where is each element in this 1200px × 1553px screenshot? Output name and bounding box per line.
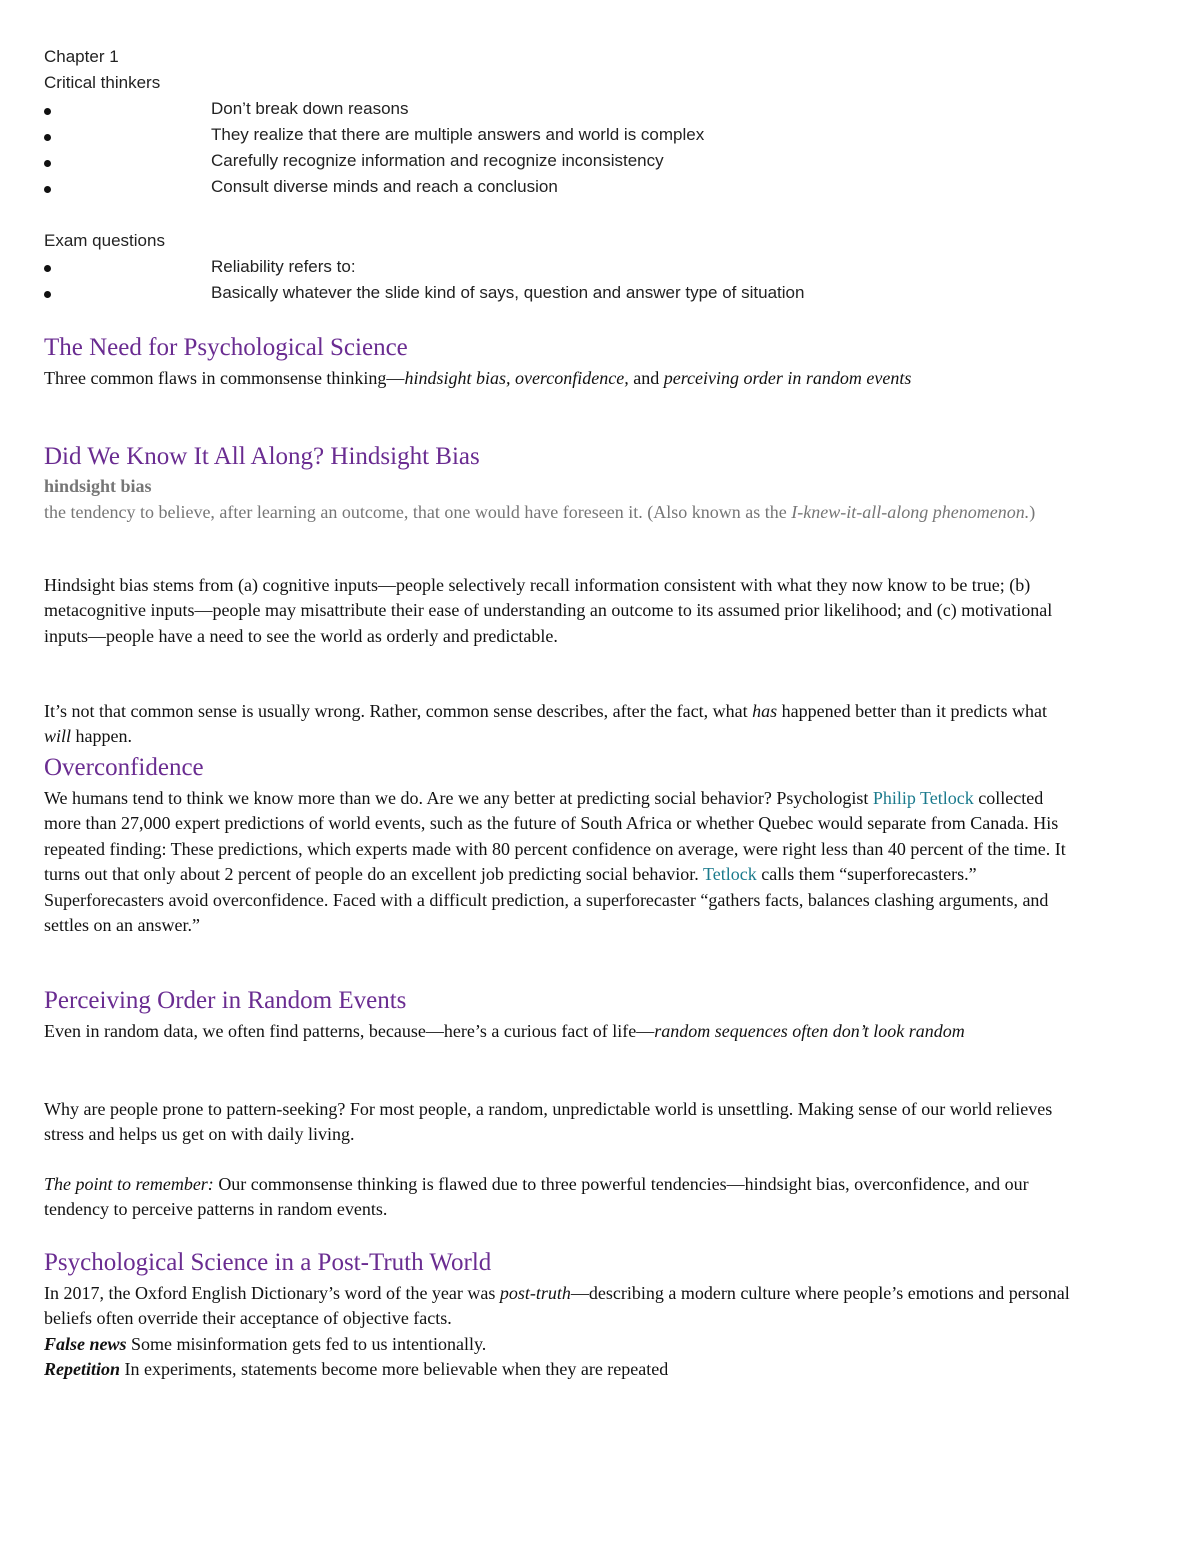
paragraph: Three common flaws in commonsense thinking—hindsight bias, overconfidence, and perceiving order in random events (44, 368, 912, 388)
section-heading-overconfidence: Overconfidence (44, 754, 204, 781)
exam-questions-label: Exam questions (44, 231, 165, 250)
list-item: Don’t break down reasons (211, 99, 409, 118)
paragraph: Hindsight bias stems from (a) cognitive inputs—people selectively recall information consistent with what they now know to be true; (b) metacognitive inputs—people may misattribute their ease of understanding an outcome to its assumed prior likelihood; and (c) motivational inputs—people have a need to see the world as orderly and predictable. (44, 575, 1053, 646)
list-item: Reliability refers to: (211, 257, 356, 276)
paragraph: The point to remember: Our commonsense thinking is flawed due to three powerful tendencies—hindsight bias, overconfidence, and our tendency to perceive patterns in random events. (44, 1174, 1029, 1220)
section-heading-need: The Need for Psychological Science (44, 334, 408, 361)
section-heading-random-events: Perceiving Order in Random Events (44, 987, 407, 1014)
section-heading-hindsight: Did We Know It All Along? Hindsight Bias (44, 443, 480, 470)
bullet-icon (44, 108, 51, 115)
paragraph-false-news: False news Some misinformation gets fed to us intentionally. (44, 1334, 487, 1354)
glossary-definition: the tendency to believe, after learning an outcome, that one would have foreseen it. (Also known as the I-knew-it-all-along phenomenon.) (44, 502, 1036, 522)
paragraph: Even in random data, we often find patterns, because—here’s a curious fact of life—random sequences often don’t look random (44, 1021, 965, 1041)
list-item: Carefully recognize information and recognize inconsistency (211, 151, 664, 170)
list-item: Basically whatever the slide kind of says, question and answer type of situation (211, 283, 805, 302)
section-heading-post-truth: Psychological Science in a Post-Truth World (44, 1249, 492, 1276)
list-item: Consult diverse minds and reach a conclusion (211, 177, 558, 196)
link-philip-tetlock[interactable]: Philip Tetlock (872, 788, 974, 808)
paragraph: Why are people prone to pattern-seeking? For most people, a random, unpredictable world is unsettling. Making sense of our world relieves stress and helps us get on with daily living. (44, 1099, 1053, 1145)
paragraph: We humans tend to think we know more than we do. Are we any better at predicting social behavior? Psychologist Philip Tetlock collected more than 27,000 expert predictions of world events, such as the future of South Africa or whether Quebec would separate from Canada. His repeated finding: These predictions, which experts made with 80 percent confidence on average, were right less than 40 percent of the time. It turns out that only about 2 percent of people do an excellent job predicting social behavior. Tetlock calls them “superforecasters.” Superforecasters avoid overconfidence. Faced with a difficult prediction, a superforecaster “gathers facts, balances clashing arguments, and settles on an answer.” (44, 788, 1066, 936)
paragraph: It’s not that common sense is usually wrong. Rather, common sense describes, after the fact, what has happened better than it predicts what will happen. (44, 701, 1048, 747)
bullet-icon (44, 186, 51, 193)
paragraph: In 2017, the Oxford English Dictionary’s word of the year was post-truth—describing a modern culture where people’s emotions and personal beliefs often override their acceptance of objective facts. (44, 1283, 1070, 1329)
critical-thinkers-label: Critical thinkers (44, 73, 161, 92)
list-item: They realize that there are multiple answers and world is complex (211, 125, 705, 144)
bullet-icon (44, 134, 51, 141)
bullet-icon (44, 265, 51, 272)
glossary-term: hindsight bias (44, 476, 152, 496)
bullet-icon (44, 291, 51, 298)
link-tetlock[interactable]: Tetlock (703, 864, 757, 885)
bullet-icon (44, 160, 51, 167)
chapter-label: Chapter 1 (44, 47, 119, 66)
paragraph-repetition: Repetition In experiments, statements become more believable when they are repeated (44, 1359, 669, 1379)
